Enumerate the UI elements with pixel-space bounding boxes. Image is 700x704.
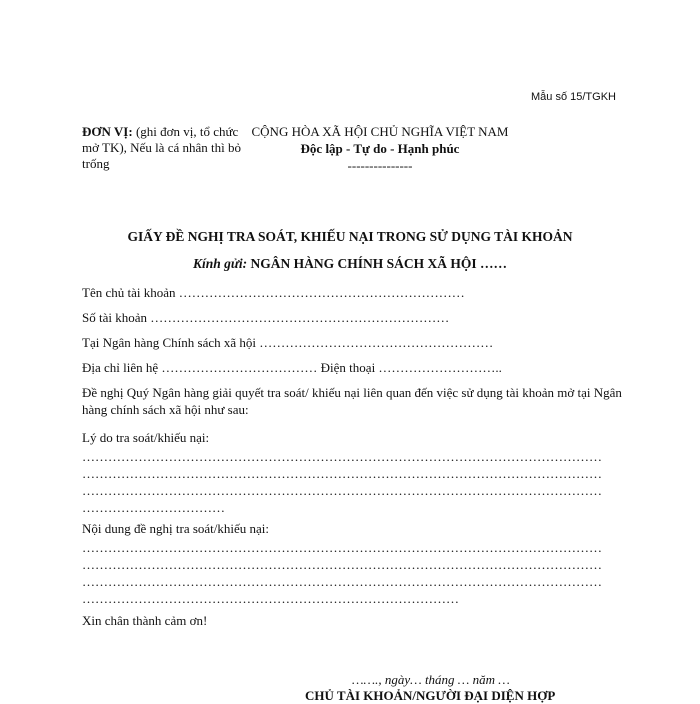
recipient-label: Kính gửi: (192, 256, 248, 271)
content-line: …………………………………………………………………………… (82, 591, 459, 606)
reason-line: ………………………………………………………………………………………………………… (82, 483, 602, 498)
unit-label: ĐƠN VỊ: (82, 124, 133, 139)
recipient-line (0, 256, 700, 272)
thanks-text: Xin chân thành cảm ơn! (82, 613, 208, 628)
unit-note: (ghi đơn vị, tổ chức mở TK), Nếu là cá nhân thì bỏ trống (82, 124, 241, 171)
reason-line: ………………………………………………………………………………………………………… (82, 449, 602, 464)
signature-date: ……., ngày… tháng … năm … (352, 672, 510, 687)
content-line: ………………………………………………………………………………………………………… (82, 540, 602, 555)
form-number: Mẫu số 15/TGKH (531, 91, 616, 103)
content-line: ………………………………………………………………………………………………………… (82, 557, 602, 572)
content-label: Nội dung đề nghị tra soát/khiếu nại: (82, 521, 270, 536)
field-bank-branch: Tại Ngân hàng Chính sách xã hội ……………………………………………… (82, 335, 494, 350)
reason-line: …………………………… (82, 500, 225, 515)
country-name: CỘNG HÒA XÃ HỘI CHỦ NGHĨA VIỆT NAM (251, 124, 509, 139)
national-motto: Độc lập - Tự do - Hạnh phúc (300, 141, 460, 156)
content-line: ………………………………………………………………………………………………………… (82, 574, 602, 589)
header-separator: --------------- (347, 158, 413, 173)
reason-line: ………………………………………………………………………………………………………… (82, 466, 602, 481)
document-title: GIẤY ĐỀ NGHỊ TRA SOÁT, KHIẾU NẠI TRONG SỬ DỤNG TÀI KHOẢN (127, 229, 573, 244)
signature-title: CHỦ TÀI KHOẢN/NGƯỜI ĐẠI DIỆN HỢP (305, 688, 556, 703)
field-account-number: Số tài khoản …………………………………………………………… (82, 310, 450, 325)
request-paragraph: Đề nghị Quý Ngân hàng giải quyết tra soát/ khiếu nại liên quan đến việc sử dụng tài khoản mở tại Ngân hàng chính sách xã hội như sau: (82, 385, 622, 417)
field-address-phone: Địa chỉ liên hệ ……………………………… Điện thoại ……………………….. (82, 360, 502, 375)
field-account-holder: Tên chủ tài khoản ………………………………………………………… (82, 285, 465, 300)
reason-label: Lý do tra soát/khiếu nại: (82, 430, 210, 445)
recipient-value: NGÂN HÀNG CHÍNH SÁCH XÃ HỘI …… (247, 256, 508, 271)
national-header (200, 123, 560, 174)
